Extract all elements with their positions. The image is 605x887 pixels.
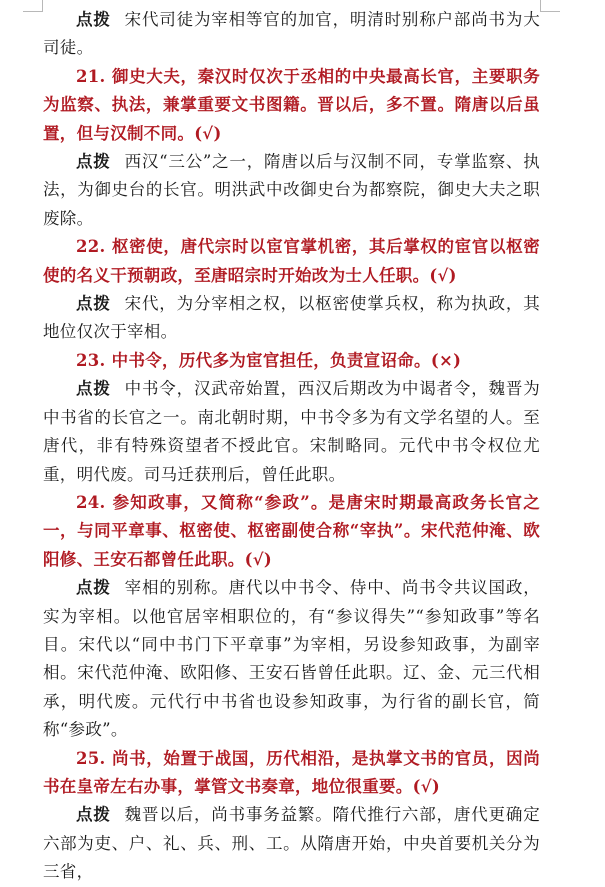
explanation-paragraph bbox=[43, 375, 540, 489]
document-page bbox=[43, 6, 540, 887]
question-paragraph-24 bbox=[43, 489, 540, 574]
explanation-label: 点拨 bbox=[76, 805, 111, 825]
question-paragraph-23 bbox=[43, 347, 540, 375]
explanation-text: 西汉“三公”之一，隋唐以后与汉制不同，专掌监察、执法，为御史台的长官。明洪武中改御史台为都察院，御史大夫之职废除。 bbox=[43, 152, 541, 228]
explanation-text: 宰相的别称。唐代以中书令、侍中、尚书令共议国政，实为宰相。以他官居宰相职位的，有“参议得失”“参知政事”等名目。宋代以“同中书门下平章事”为宰相，另设参知政事，为副宰相。宋代范仲淹、欧阳修、王安石皆曾任此职。辽、金、元三代相承，明代废。元代行中书省也设参知政事，为行省的副长官，简称“参政”。 bbox=[43, 578, 540, 740]
explanation-paragraph bbox=[43, 290, 540, 347]
explanation-paragraph bbox=[43, 574, 540, 744]
question-text: 枢密使，唐代宗时以宦官掌机密，其后掌权的宦官以枢密使的名义干预朝政，至唐昭宗时开始改为士人任职。 bbox=[43, 237, 541, 285]
explanation-label: 点拨 bbox=[76, 294, 111, 314]
question-number: 21. bbox=[76, 66, 106, 86]
question-paragraph-22 bbox=[43, 233, 540, 290]
explanation-label: 点拨 bbox=[76, 10, 111, 29]
explanation-label: 点拨 bbox=[76, 152, 111, 172]
answer-mark: (√) bbox=[244, 549, 272, 569]
question-text: 尚书，始置于战国，历代相沿，是执掌文书的官员，因尚书在皇帝左右办事，掌管文书奏章，地位很重要。 bbox=[43, 748, 541, 796]
question-number: 24. bbox=[76, 492, 106, 512]
question-text: 御史大夫，秦汉时仅次于丞相的中央最高长官，主要职务为监察、执法，兼掌重要文书图籍。晋以后，多不置。隋唐以后虽置，但与汉制不同。 bbox=[43, 66, 541, 143]
explanation-text: 魏晋以后，尚书事务益繁。隋代推行六部，唐代更确定六部为吏、户、礼、兵、刑、工。从隋唐开始，中央首要机关分为三省， bbox=[43, 805, 540, 882]
explanation-paragraph bbox=[43, 801, 540, 886]
page-margin-mark-left bbox=[23, 0, 43, 12]
explanation-text: 中书令，汉武帝始置，西汉后期改为中谒者令，魏晋为中书省的长官之一。南北朝时期，中书令多为有文学名望的人。至唐代，非有特殊资望者不授此官。宋制略同。元代中书令权位尤重，明代废。司马迁获刑后，曾任此职。 bbox=[43, 379, 540, 484]
question-number: 22. bbox=[76, 237, 106, 257]
question-paragraph-25 bbox=[43, 745, 540, 802]
explanation-label: 点拨 bbox=[76, 578, 111, 598]
explanation-paragraph bbox=[43, 6, 540, 63]
question-number: 23. bbox=[76, 350, 106, 370]
explanation-text: 宋代司徒为宰相等官的加官，明清时别称户部尚书为大司徒。 bbox=[43, 10, 540, 58]
question-number: 25. bbox=[76, 748, 106, 768]
explanation-text: 宋代，为分宰相之权，以枢密使掌兵权，称为执政，其地位仅次于宰相。 bbox=[43, 294, 540, 342]
explanation-paragraph bbox=[43, 148, 540, 233]
answer-mark: (×) bbox=[430, 350, 462, 370]
question-text: 中书令，历代多为宦官担任，负责宣诏命。 bbox=[111, 350, 431, 370]
page-margin-mark-right bbox=[540, 0, 560, 12]
explanation-label: 点拨 bbox=[76, 379, 111, 399]
question-text: 参知政事，又简称“参政”。是唐宋时期最高政务长官之一，与同平章事、枢密使、枢密副使合称“宰执”。宋代范仲淹、欧阳修、王安石都曾任此职。 bbox=[43, 492, 541, 569]
answer-mark: (√) bbox=[429, 265, 457, 285]
answer-mark: (√) bbox=[412, 776, 440, 796]
answer-mark: (√) bbox=[194, 123, 222, 143]
question-paragraph-21 bbox=[43, 63, 540, 148]
